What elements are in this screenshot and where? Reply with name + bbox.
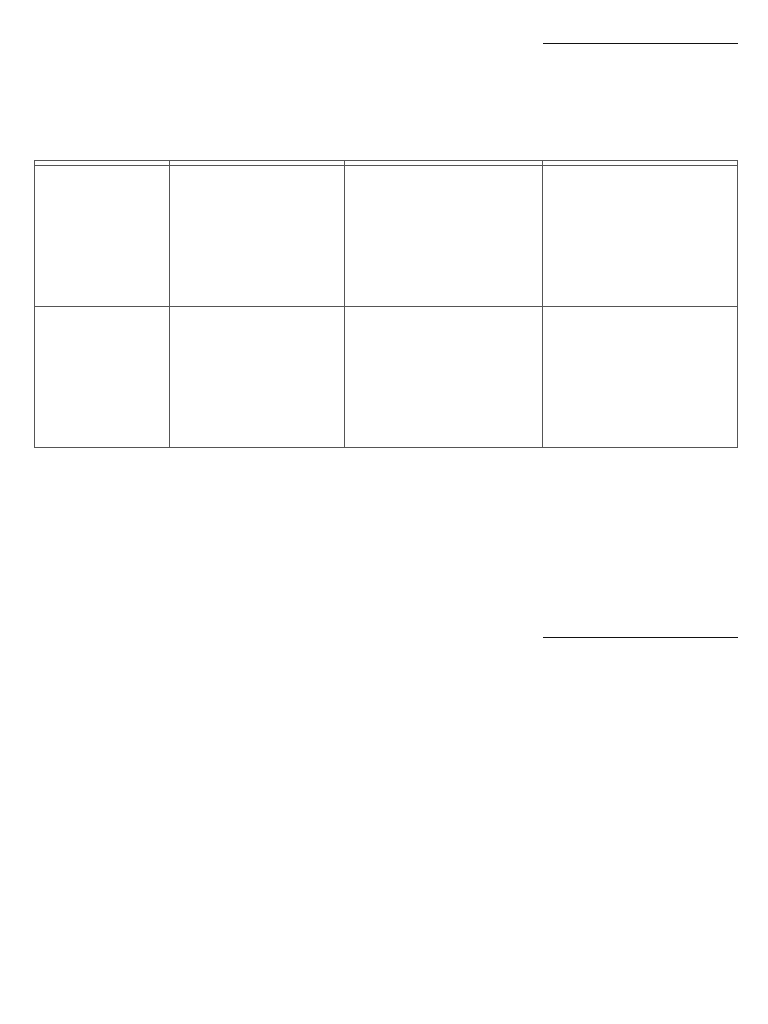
accommodation-item: [350, 226, 537, 241]
cell-spacer: [350, 183, 537, 197]
classroom-arrangement: [34, 108, 738, 124]
cell-spacer: [548, 183, 732, 197]
disabilities-heading: [34, 136, 738, 152]
cell-spacer: [350, 324, 537, 338]
purpose-paragraph: [104, 686, 738, 702]
accommodation-item: [350, 197, 537, 212]
student-cell: [35, 166, 170, 307]
modification-item: [548, 338, 732, 353]
accommodation-item: [350, 338, 537, 353]
section-heading: [34, 642, 738, 658]
document-title: [34, 46, 738, 62]
accommodation-item: [350, 367, 537, 382]
purpose-heading: [86, 668, 738, 684]
objective-item: [104, 748, 738, 764]
classification-cell: [170, 166, 345, 307]
objectives-heading: [86, 730, 738, 746]
cell-spacer: [350, 353, 537, 367]
modification-item: [548, 168, 732, 183]
service-provider-field: [537, 624, 738, 638]
purpose-paragraph: [104, 704, 738, 720]
accommodations-cell: [345, 307, 543, 448]
objective-item: [104, 766, 738, 782]
modifications-cell: [543, 307, 738, 448]
grade-field: [418, 74, 738, 90]
table-row: [35, 166, 738, 307]
page-two: [34, 624, 738, 784]
page-header: [34, 30, 738, 44]
service-provider-blank: [543, 627, 738, 638]
disabilities-table: [34, 160, 738, 448]
page-one: [34, 30, 738, 448]
class-description: [34, 90, 738, 106]
classification-cell: [170, 307, 345, 448]
subject-grade-row: [34, 74, 738, 90]
cell-spacer: [350, 212, 537, 226]
modification-item: [548, 309, 732, 324]
table-row: [35, 307, 738, 448]
service-provider-blank: [543, 33, 738, 44]
service-provider-field: [537, 30, 738, 44]
modifications-cell: [543, 166, 738, 307]
accommodation-item: [350, 309, 537, 324]
student-cell: [35, 307, 170, 448]
cell-spacer: [548, 324, 732, 338]
accommodation-item: [350, 168, 537, 183]
modification-item: [548, 197, 732, 212]
page-header: [34, 624, 738, 638]
accommodations-cell: [345, 166, 543, 307]
